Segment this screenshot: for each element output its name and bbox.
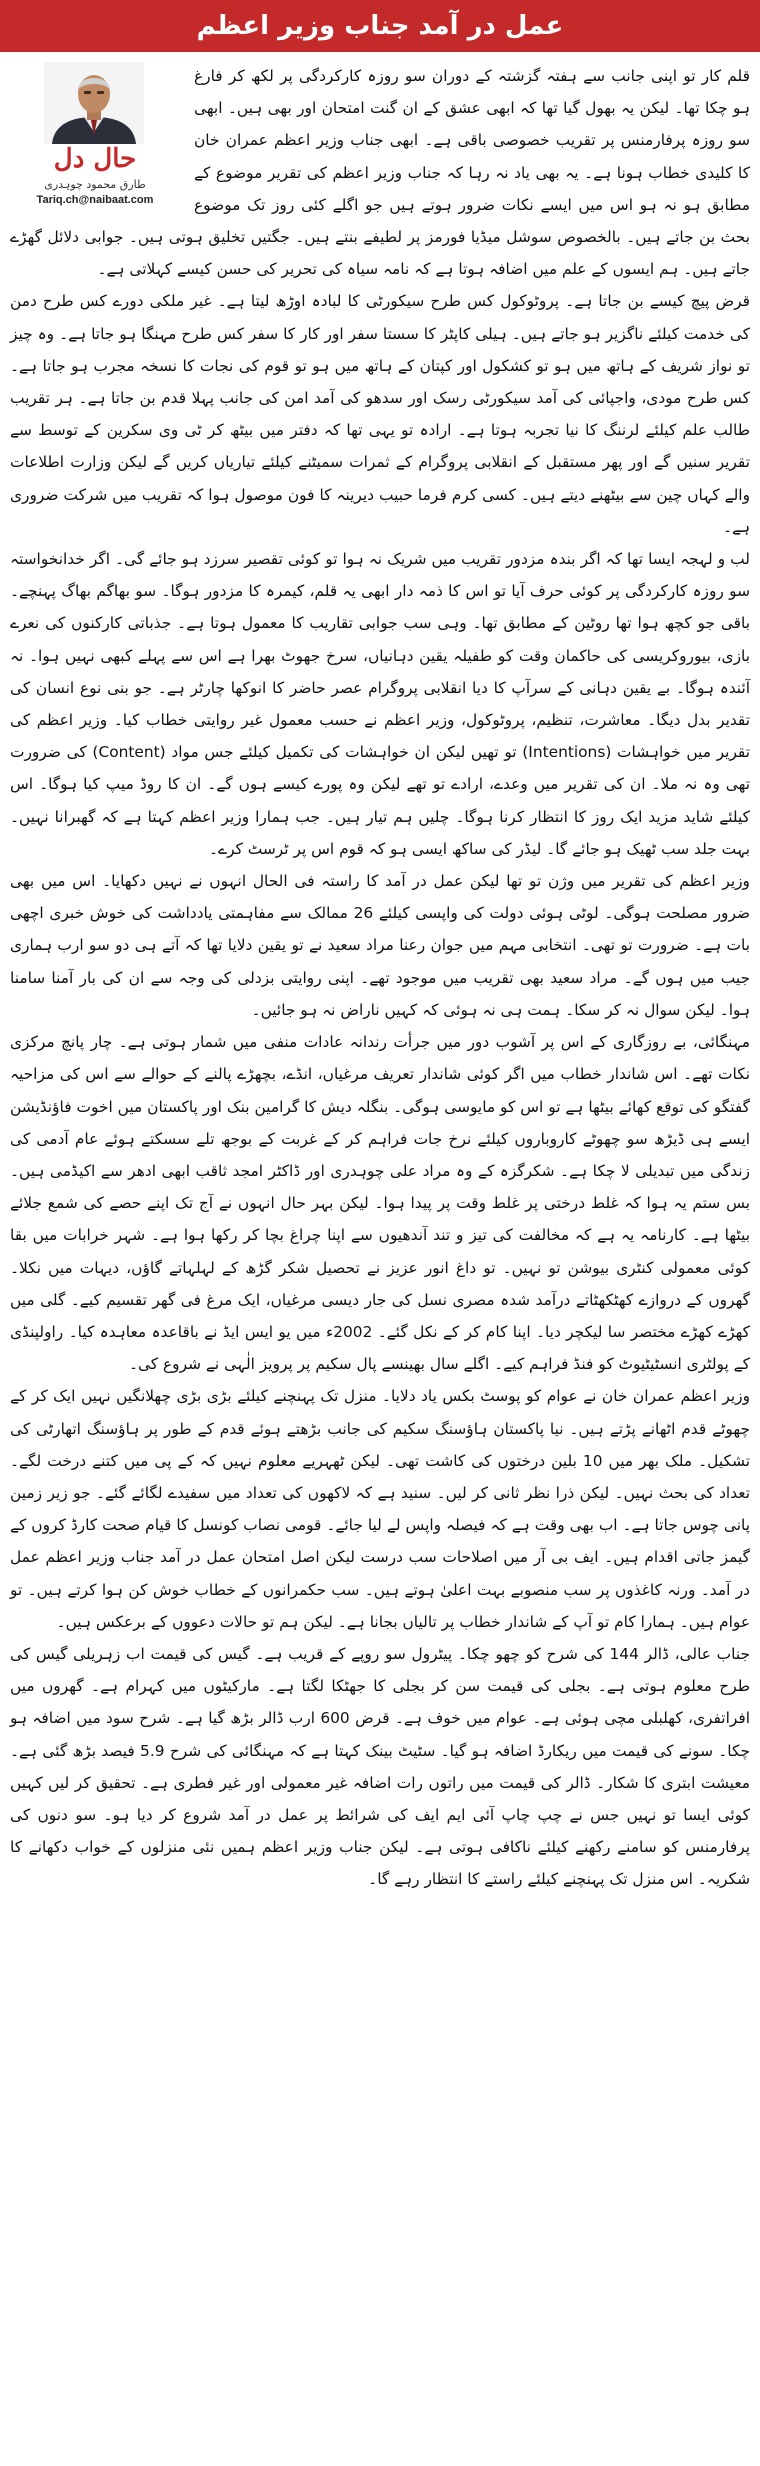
column-title: عمل در آمد جناب وزیر اعظم (196, 11, 564, 41)
byline-spacer (10, 60, 194, 220)
article-paragraph: وزیر اعظم عمران خان نے عوام کو پوسٹ بکس یاد دلایا۔ منزل تک پہنچنے کیلئے بڑی بڑی چھلانگیں نہیں ایک کر کے چھوٹے قدم اٹھانے پڑتے ہیں۔ نیا پاکستان ہاؤسنگ سکیم کی جانب بڑھتے ہوئے قدم کے طور پر ہاؤسنگ اتھارٹی کی تشکیل۔ ملک بھر میں 10 بلین درختوں کی کاشت تھی۔ لیکن ٹھہریے معلوم نہیں کہ کے پی میں کتنے درخت لگے۔ تعداد کی بحث نہیں۔ لیکن ذرا نظر ثانی کر لیں۔ سنید ہے کہ لاکھوں کی تعداد میں سفیدے لگائے گئے۔ جو زیر زمین پانی چوس جاتا ہے۔ اب بھی وقت ہے کہ فیصلہ واپس لے لیا جائے۔ قومی نصاب کونسل کا قیام صحت کارڈ کروں کے گیمز جاتی اقدام ہیں۔ ایف بی آر میں اصلاحات سب درست لیکن اصل امتحان عمل در آمد جناب وزیر اعظم عمل در آمد۔ ورنہ کاغذوں پر سب منصوبے بہت اعلیٰ ہوتے ہیں۔ سب حکمرانوں کے خطاب خوش کن ہوا کرتے ہیں۔ تو عوام ہیں۔ ہمارا کام تو آپ کے شاندار خطاب پر تالیاں بجانا ہے۔ لیکن ہم تو حالات دعووں کے برعکس ہیں۔ (10, 1387, 750, 1631)
author-email: Tariq.ch@naibaat.com (36, 194, 154, 206)
article-body (10, 60, 750, 1896)
article-paragraph: جناب عالی، ڈالر 144 کی شرح کو چھو چکا۔ پیٹرول سو روپے کے قریب ہے۔ گیس کی قیمت اب زہریلی گیس کی طرح معلوم ہوتی ہے۔ بجلی کی قیمت سن کر بجلی کا جھٹکا لگتا ہے۔ مارکیٹوں میں کہرام ہے۔ گھروں میں افراتفری، کھلبلی مچی ہوئی ہے۔ عوام میں خوف ہے۔ قرض 600 ارب ڈالر بڑھ گیا ہے۔ شرح سود میں اضافہ ہو چکا۔ سونے کی قیمت میں ریکارڈ اضافہ ہو گیا۔ سٹیٹ بینک کہتا ہے کہ مہنگائی کی شرح 5.9 فیصد بڑھ گئی ہے۔ معیشت ابتری کا شکار۔ ڈالر کی قیمت میں راتوں رات اضافہ غیر معمولی اور غیر فطری ہے۔ تحقیق کر لیں کہیں کوئی ایسا تو نہیں جس نے چپ چاپ آئی ایم ایف کی شرائط پر عمل در آمد شروع کر دیا ہو۔ سو دنوں کی پرفارمنس کو سامنے رکھنے کیلئے ناکافی ہوتی ہے۔ لیکن جناب وزیر اعظم ہمیں نئی منزلوں کے خواب دکھانے کا شکریہ۔ اس منزل تک پہنچنے کیلئے راستے کا انتظار رہے گا۔ (10, 1644, 750, 1889)
column-logo: حال دل (53, 144, 137, 174)
headline-banner (0, 0, 760, 52)
article-paragraph: قرض پیچ کیسے بن جاتا ہے۔ پروٹوکول کس طرح سیکورٹی کا لبادہ اوڑھ لیتا ہے۔ غیر ملکی دورے کس طرح دمن کی خدمت کیلئے ناگزیر ہو جاتے ہیں۔ ہیلی کاپٹر کا سستا سفر اور کار کا سفر کس طرح مہنگا ہو جاتا ہے۔ وہ چیز تو نواز شریف کے ہاتھ میں ہو تو کشکول اور کپتان کے ہاتھ میں ہو تو قوم کی نجات کا نسخہ مجرب ہو جاتا ہے۔ کس طرح مودی، واجپائی کی آمد سیکورٹی رسک اور سدھو کی آمد امن کی جانب پہلا قدم بن جاتا ہے۔ ہر تقریب طالب علم کیلئے لرننگ کا نیا تجربہ ہوتا ہے۔ ارادہ تو یہی تھا کہ دفتر میں بیٹھ کر ٹی وی سکرین کے توسط سے تقریر سنیں گے اور پھر مستقبل کے انقلابی پروگرام کے ثمرات سمیٹنے کیلئے تیاریاں کریں گے لیکن وزارت اطلاعات والے کہاں چین سے بیٹھنے دیتے ہیں۔ کسی کرم فرما حبیب دیرینہ کا فون موصول ہوا کہ تقریب میں شرکت ضروری ہے۔ (10, 292, 750, 536)
article-paragraph: وزیر اعظم کی تقریر میں وژن تو تھا لیکن عمل در آمد کا راستہ فی الحال انہوں نے نہیں دکھایا۔ اس میں بھی ضرور مصلحت ہوگی۔ لوٹی ہوئی دولت کی واپسی کیلئے 26 ممالک سے مفاہمتی یادداشت کی خوش خبری اچھی بات ہے۔ ضرورت تو تھی۔ انتخابی مہم میں جوان رعنا مراد سعید نے تو یقین دلایا تھا کہ آتے ہی دو سو ارب ہماری جیب میں ہوں گے۔ مراد سعید بھی تقریب میں موجود تھے۔ اپنی روایتی بزدلی کی وجہ سے ان کی بار آمنا سامنا ہوا۔ لیکن سوال نہ کر سکا۔ ہمت ہی نہ ہوئی کہ کہیں ناراض نہ ہو جائیں۔ (10, 872, 751, 1019)
author-name: طارق محمود چوہدری (44, 178, 146, 191)
article-paragraph: لب و لہجہ ایسا تھا کہ اگر بندہ مزدور تقریب میں شریک نہ ہوا تو کوئی تقصیر سرزد ہو جائے گی۔ اگر خدانخواستہ سو روزہ کارکردگی پر کوئی حرف آیا تو اس کا ذمہ دار ابھی یہ قلم، کیمرہ کا مزدور ہوگا۔ سو بھاگم بھاگ پہنچے۔ باقی جو کچھ ہوا تھا روٹین کے مطابق تھا۔ وہی سب جوابی تقاریب کا معمول ہوتا ہے۔ جذباتی کارکنوں کی نعرے بازی، بیوروکریسی کی حاکمان وقت کو طفیلہ یقین دہانیاں، سرخ جھوٹ بھرا ہے اس سے پہلے کبھی نہیں ہوا۔ نہ آئندہ ہوگا۔ بے یقین دہانی کے سرآپ کا دیا انقلابی پروگرام عصر حاضر کا انوکھا چارٹر ہے۔ جو بنی نوع انسان کی تقدیر بدل دیگا۔ معاشرت، تنظیم، پروٹوکول، وزیر اعظم نے حسب معمول غیر روایتی خطاب کیا۔ وزیر اعظم کی تقریر میں خواہشات (Intentions) تو تھیں لیکن ان خواہشات کی تکمیل کیلئے جس مواد (Content) کی ضرورت تھی وہ نہ ملا۔ ان کی تقریر میں وعدے، ارادے تو تھے لیکن وہ پورے کیسے ہوں گے۔ ان کا روڈ میپ کیا ہوگا۔ اس کیلئے شاید مزید ایک روز کا انتظار کرنا ہوگا۔ چلیں ہم تیار ہیں۔ جب ہمارا وزیر اعظم کہتا ہے کہ گھبرانا نہیں۔ بہت جلد سب ٹھیک ہو جائے گا۔ لیڈر کی ساکھ ایسی ہو کہ قوم اس پر ٹرسٹ کرے۔ (10, 550, 751, 858)
article-paragraph: قلم کار تو اپنی جانب سے ہفتہ گزشتہ کے دوران سو روزہ کارکردگی پر لکھ کر فارغ ہو چکا تھا۔ لیکن یہ بھول گیا تھا کہ ابھی عشق کے ان گنت امتحان اور بھی ہیں۔ ابھی سو روزہ پرفارمنس پر تقریب خصوصی باقی ہے۔ ابھی جناب وزیر اعظم عمران خان کا کلیدی خطاب ہونا ہے۔ یہ بھی یاد نہ رہا کہ جناب وزیر اعظم کی تقریر موضوع کے مطابق ہو نہ ہو اس میں ایسے نکات ضرور ہوتے ہیں جو اگلے کئی روز تک موضوع بحث بن جاتے ہیں۔ بالخصوص سوشل میڈیا فورمز پر لطیفے بنتے ہیں۔ جگتیں تخلیق ہوتی ہیں۔ جوابی دلائل گھڑے جاتے ہیں۔ ہم ایسوں کے علم میں اضافہ ہوتا ہے کہ نامہ سیاہ کی تحریر کی حسن کیسے کہلاتی ہے۔ (10, 67, 750, 279)
article-paragraph: مہنگائی، بے روزگاری کے اس پر آشوب دور میں جرأت رندانہ عادات منفی میں شمار ہوتی ہے۔ چار پانچ مرکزی نکات تھے۔ اس شاندار خطاب میں اگر کوئی شاندار تعریف مرغیاں، انڈے، بچھڑے پالنے کے حوالے سے اس کی مزاحیہ گفتگو کی توقع کھائے بیٹھا ہے تو اس کو مایوسی ہوگی۔ بنگلہ دیش کا گرامین بنک اور پاکستان میں اخوت فاؤنڈیشن ایسے ہی ڈیڑھ سو چھوٹے کاروباروں کیلئے نرخ جات فراہم کر کے غربت کے بوجھ تلے سسکتے ہوئے عام آدمی کی زندگی میں تبدیلی لا چکا ہے۔ شکرگزہ کے وہ مراد علی چوہدری اور ڈاکٹر امجد ثاقب ابھی ادھر سے اکیڈمی ہیں۔ بس ستم یہ ہوا کہ غلط درختی پر غلط وقت پر پیدا ہوا۔ لیکن بہر حال انہوں نے آج تک اپنے حصے کی شمع جلائے بیٹھا ہے۔ کارنامہ یہ ہے کہ مخالفت کی تیز و تند آندھیوں سے اپنا چراغ بچا کر رکھا ہوا ہے۔ شہر خرابات میں بقا کوئی معمولی کنٹری بیوشن تو نہیں۔ تو داغ انور عزیز نے تحصیل شکر گڑھ کے لہلہاتے گاؤں، دیہات میں نکلا۔ گھروں کے دروازے کھٹکھٹاتے درآمد شدہ مصری نسل کی جار دیسی مرغیاں، ایک مرغ فی گھر تقسیم کیے۔ گلی میں کھڑے کھڑے مختصر سا لیکچر دیا۔ اپنا کام کر کے نکل گئے۔ 2002ء میں یو ایس ایڈ نے باقاعدہ معاہدہ کیا۔ راولپنڈی کے پولٹری انسٹیٹیوٹ کو فنڈ فراہم کیے۔ اگلے سال بھینسے پال سکیم پر پرویز الٰہی نے شروع کی۔ (10, 1033, 751, 1374)
